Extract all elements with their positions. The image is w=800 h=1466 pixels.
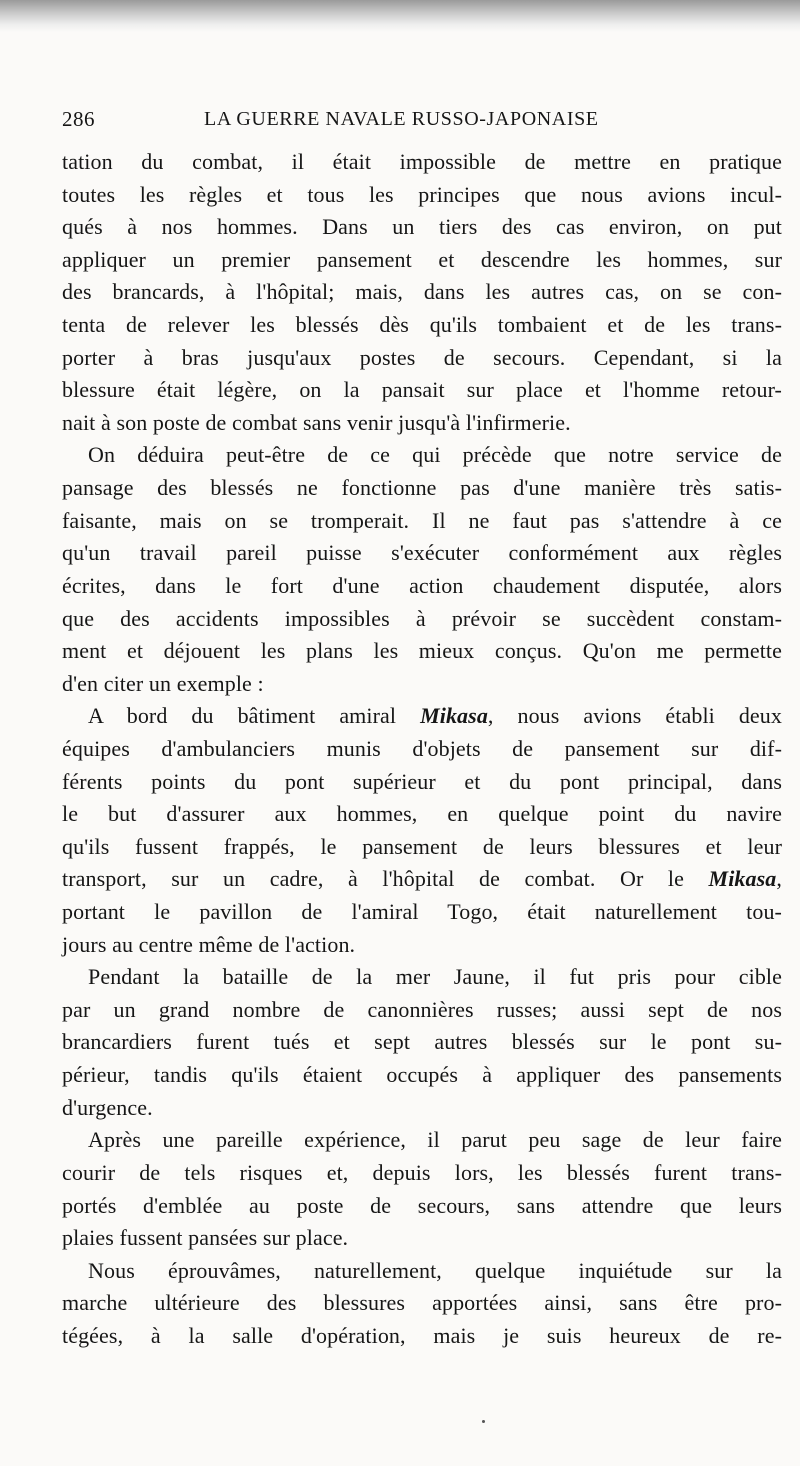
- paragraph-start-line: [62, 700, 782, 733]
- text-line: toutes les règles et tous les principes que nous avions incul-: [62, 181, 782, 207]
- text-line: écrites, dans le fort d'une action chaudement disputée, alors: [62, 572, 782, 598]
- text-line: faisante, mais on se tromperait. Il ne faut pas s'attendre à ce: [62, 507, 782, 533]
- ship-name: Mikasa: [708, 866, 777, 892]
- text-line: jours au centre même de l'action.: [62, 931, 356, 957]
- text-segment: , nous avions établi deux: [487, 703, 782, 729]
- text-segment: transport, sur un cadre, à l'hôpital de combat. Or le: [62, 866, 709, 892]
- paragraph-start-line: On déduira peut-être de ce qui précède que notre service de: [88, 442, 782, 468]
- page-number: 286: [62, 107, 95, 131]
- text-line: courir de tels risques et, depuis lors, les blessés furent trans-: [62, 1159, 782, 1185]
- ship-name: Mikasa: [420, 703, 488, 729]
- paragraph-start-line: Pendant la bataille de la mer Jaune, il fut pris pour cible: [88, 964, 782, 990]
- text-line: tégées, à la salle d'opération, mais je suis heureux de re-: [62, 1322, 782, 1348]
- text-line: tenta de relever les blessés dès qu'ils tombaient et de les trans-: [62, 312, 782, 338]
- text-line: qués à nos hommes. Dans un tiers des cas environ, on put: [62, 214, 782, 240]
- text-segment: ,: [776, 866, 782, 892]
- text-line: que des accidents impossibles à prévoir se succèdent constam-: [62, 605, 782, 631]
- text-line: des brancards, à l'hôpital; mais, dans les autres cas, on se con-: [62, 279, 782, 305]
- text-line: d'urgence.: [62, 1094, 153, 1120]
- text-line: portés d'emblée au poste de secours, sans attendre que leurs: [62, 1192, 782, 1218]
- text-line: le but d'assurer aux hommes, en quelque point du navire: [62, 801, 782, 827]
- text-segment: A bord du bâtiment amiral: [88, 703, 421, 729]
- text-line: porter à bras jusqu'aux postes de secours. Cependant, si la: [62, 344, 782, 370]
- text-line: d'en citer un exemple :: [62, 670, 264, 696]
- text-line: pansage des blessés ne fonctionne pas d'une manière très satis-: [62, 475, 782, 501]
- scan-edge-shadow: [0, 0, 800, 32]
- text-line: brancardiers furent tués et sept autres blessés sur le pont su-: [62, 1029, 782, 1055]
- text-line: [62, 863, 782, 896]
- text-line: ment et déjouent les plans les mieux conçus. Qu'on me permette: [62, 638, 782, 664]
- text-line: blessure était légère, on la pansait sur place et l'homme retour-: [62, 377, 782, 403]
- text-line: équipes d'ambulanciers munis d'objets de pansement sur dif-: [62, 735, 782, 761]
- text-line: par un grand nombre de canonnières russes; aussi sept de nos: [62, 996, 782, 1022]
- text-line: tation du combat, il était impossible de mettre en pratique: [62, 149, 782, 174]
- text-line: férents points du pont supérieur et du pont principal, dans: [62, 768, 782, 794]
- text-line: nait à son poste de combat sans venir jusqu'à l'infirmerie.: [62, 409, 571, 435]
- text-line: qu'ils fussent frappés, le pansement de leurs blessures et leur: [62, 833, 782, 859]
- running-title: LA GUERRE NAVALE RUSSO-JAPONAISE: [204, 108, 599, 130]
- text-line: plaies fussent pansées sur place.: [62, 1225, 349, 1251]
- text-line: périeur, tandis qu'ils étaient occupés à appliquer des pansements: [62, 1062, 782, 1088]
- text-line: portant le pavillon de l'amiral Togo, était naturellement tou-: [62, 899, 782, 925]
- body-text: [62, 146, 782, 1353]
- scan-speck: [482, 1420, 485, 1423]
- paragraph-start-line: Nous éprouvâmes, naturellement, quelque inquiétude sur la: [88, 1257, 782, 1283]
- text-line: appliquer un premier pansement et descendre les hommes, sur: [62, 246, 782, 272]
- text-line: qu'un travail pareil puisse s'exécuter conformément aux règles: [62, 540, 782, 566]
- running-header: [62, 104, 762, 134]
- paragraph-start-line: Après une pareille expérience, il parut peu sage de leur faire: [88, 1127, 782, 1153]
- text-line: marche ultérieure des blessures apportées ainsi, sans être pro-: [62, 1290, 782, 1316]
